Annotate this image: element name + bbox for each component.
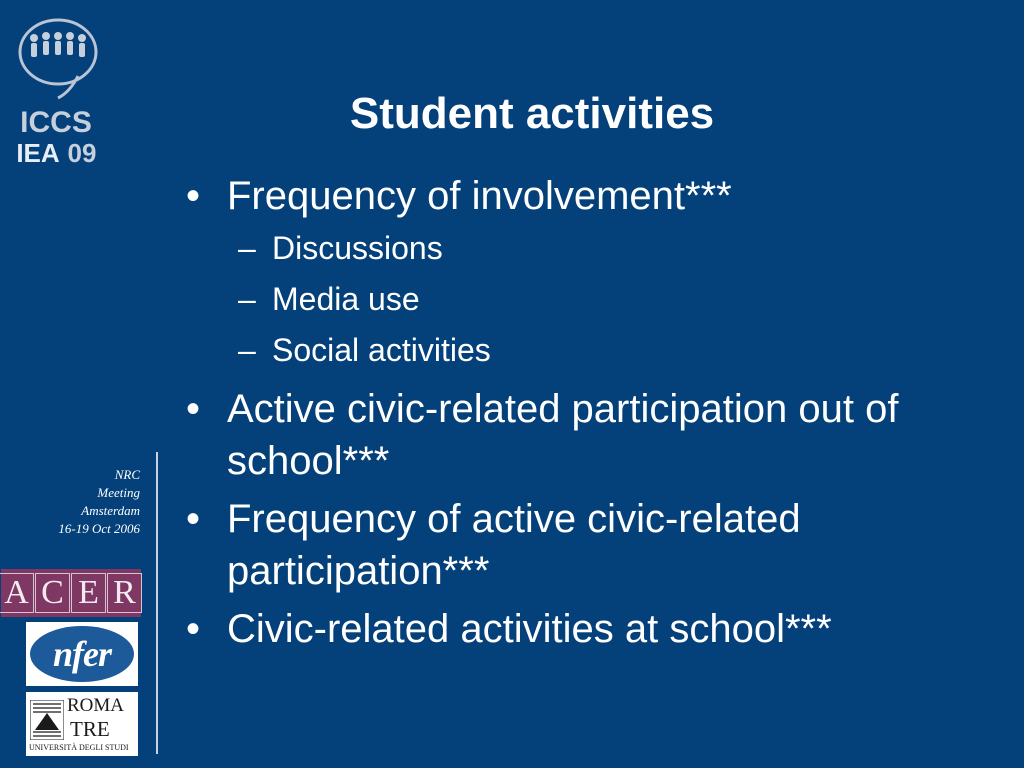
bullet-marker: •: [186, 497, 201, 541]
sub-bullet-text: Media use: [272, 281, 420, 317]
acer-logo: [1, 569, 141, 617]
svg-text:ICCS: ICCS: [20, 106, 92, 139]
meeting-line: NRC: [114, 467, 140, 482]
sub-bullet-item: [186, 281, 1006, 318]
bullet-text: Frequency of involvement***: [227, 174, 732, 218]
bullet-text: Frequency of active civic-related participation***: [227, 497, 801, 593]
sidebar-divider: [156, 452, 158, 754]
sub-bullet-item: [186, 230, 1006, 267]
bullet-text: Active civic-related participation out of school***: [227, 387, 899, 483]
svg-text:IEA: IEA: [16, 138, 60, 168]
iccs-emblem-icon: [8, 12, 108, 172]
roma-tre-line1: ROMA: [67, 695, 125, 716]
sub-bullet-text: Social activities: [272, 332, 491, 368]
bullet-marker: •: [186, 174, 201, 218]
svg-text:09: 09: [67, 138, 97, 168]
bullet-item: [186, 493, 1006, 597]
bullet-text: Civic-related activities at school***: [227, 607, 832, 651]
slide-title: Student activities: [349, 89, 715, 138]
nfer-wordmark: nfer: [53, 634, 111, 674]
roma-tre-line3: UNIVERSITÀ DEGLI STUDI: [29, 743, 129, 752]
nfer-oval: [30, 626, 134, 682]
iccs-logo: [8, 12, 108, 172]
acer-letter: E: [71, 573, 106, 613]
meeting-line: 16-19 Oct 2006: [58, 521, 140, 536]
sub-bullet-marker: –: [238, 332, 256, 368]
bullet-item: [186, 170, 1006, 222]
bullet-item: [186, 603, 1006, 655]
nfer-logo: [26, 622, 138, 686]
meeting-info: [58, 466, 140, 538]
acer-letter: R: [107, 573, 142, 613]
sub-bullet-marker: –: [238, 281, 256, 317]
roma-tre-logo: [26, 692, 138, 756]
meeting-line: Amsterdam: [81, 503, 140, 518]
acer-letter: A: [0, 573, 34, 613]
bullet-item: [186, 383, 1006, 487]
roma-tre-emblem-icon: [30, 700, 64, 740]
bullet-marker: •: [186, 387, 201, 431]
sub-bullet-marker: –: [238, 230, 256, 266]
bullet-list: [186, 170, 1006, 655]
sub-bullet-text: Discussions: [272, 230, 443, 266]
meeting-line: Meeting: [97, 485, 140, 500]
roma-tre-line2: TRE: [70, 717, 110, 741]
bullet-marker: •: [186, 607, 201, 651]
acer-letter: C: [35, 573, 70, 613]
sub-bullet-item: [186, 332, 1006, 369]
